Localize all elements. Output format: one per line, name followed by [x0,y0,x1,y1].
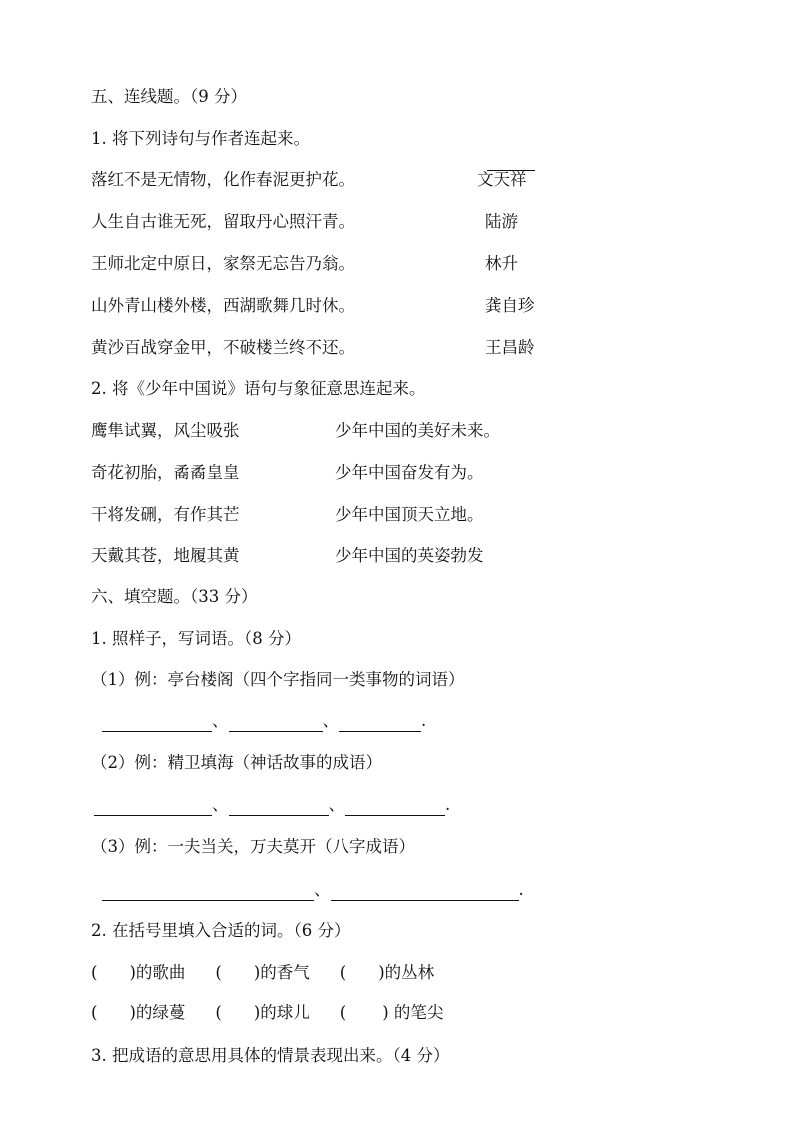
section-6-title: 六、填空题。（33 分） [91,587,258,606]
author-1: 文天祥 [477,170,527,189]
phrase-2: 奇花初胎，矞矞皇皇 [91,463,240,482]
author-2: 陆游 [485,212,518,231]
fill-q3-prompt: 3. 把成语的意思用具体的情景表现出来。（4 分） [91,1046,450,1065]
answer-blank[interactable] [229,713,323,732]
q2-prompt: 2. 将《少年中国说》语句与象征意思连起来。 [91,379,426,398]
meaning-2: 少年中国奋发有为。 [335,463,484,482]
paren-row-2 [91,1002,443,1024]
paren-item[interactable]: ( )的球儿 [215,1003,310,1022]
poem-line-1: 落红不是无情物，化作春泥更护花。 [91,170,355,189]
answer-blank[interactable] [229,797,329,816]
answer-row-2: 、 、 . [94,794,450,816]
answer-blank[interactable] [102,882,314,901]
meaning-3: 少年中国顶天立地。 [335,505,484,524]
poem-line-5: 黄沙百战穿金甲，不破楼兰终不还。 [91,338,355,357]
author-4: 龚自珍 [485,296,535,315]
phrase-4: 天戴其苍，地履其黄 [91,546,240,565]
example-3: （3）例：一夫当关，万夫莫开（八字成语） [91,837,415,856]
answer-row-3: 、 . [102,879,524,901]
fill-q2-prompt: 2. 在括号里填入合适的词。（6 分） [91,921,351,940]
paren-item[interactable]: ( )的绿蔓 [91,1003,186,1022]
fill-q1-prompt: 1. 照样子，写词语。（8 分） [91,629,301,648]
poem-line-2: 人生自古谁无死，留取丹心照汗青。 [91,212,355,231]
answer-blank[interactable] [339,713,421,732]
answer-blank[interactable] [94,797,212,816]
meaning-1: 少年中国的美好未来。 [335,421,500,440]
q1-prompt: 1. 将下列诗句与作者连起来。 [91,129,310,148]
paren-item[interactable]: ( ) 的笔尖 [339,1003,444,1022]
paren-item[interactable]: ( )的香气 [215,963,310,982]
paren-row-1 [91,962,434,984]
phrase-1: 鹰隼试翼，风尘吸张 [91,421,240,440]
paren-item[interactable]: ( )的歌曲 [91,963,186,982]
answer-blank[interactable] [331,882,519,901]
example-2: （2）例：精卫填海（神话故事的成语） [91,753,382,772]
author-3: 林升 [485,254,518,273]
answer-row-1: 、 、 . [102,710,426,732]
poem-line-3: 王师北定中原日，家祭无忘告乃翁。 [91,254,355,273]
phrase-3: 干将发硎，有作其芒 [91,505,240,524]
answer-blank[interactable] [345,797,445,816]
example-1: （1）例：亭台楼阁（四个字指同一类事物的词语） [91,670,465,689]
poem-line-4: 山外青山楼外楼，西湖歌舞几时休。 [91,296,355,315]
paren-item[interactable]: ( )的丛林 [339,963,435,982]
meaning-4: 少年中国的英姿勃发 [335,546,484,565]
author-5: 王昌龄 [485,338,535,357]
answer-blank[interactable] [102,713,212,732]
section-5-title: 五、连线题。（9 分） [91,87,247,106]
